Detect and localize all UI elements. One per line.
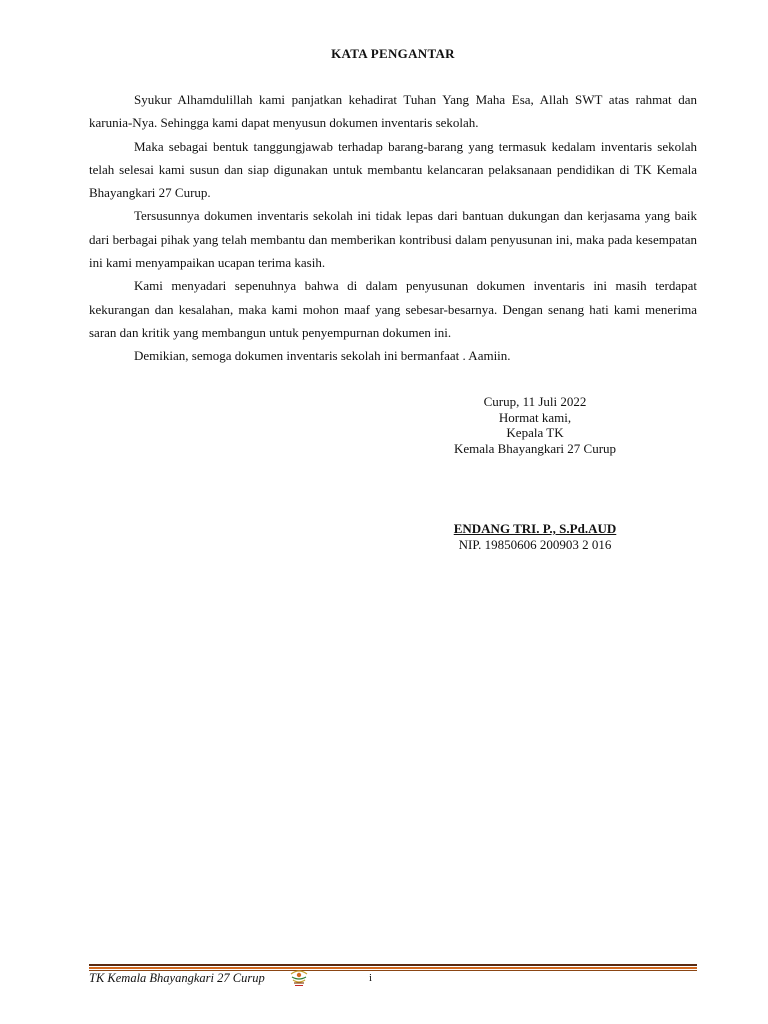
signature-place-date: Curup, 11 Juli 2022	[483, 394, 587, 409]
document-title: KATA PENGANTAR	[331, 46, 455, 61]
signature-greeting: Hormat kami,	[498, 409, 572, 425]
signature-position: Kepala TK	[506, 425, 564, 440]
signature-institution: Kemala Bhayangkari 27 Curup	[453, 440, 617, 456]
paragraph: Demikian, semoga dokumen inventaris sekolah ini bermanfaat . Aamiin.	[134, 348, 511, 364]
footer-line	[89, 964, 697, 966]
footer-school-name: TK Kemala Bhayangkari 27 Curup	[89, 971, 265, 985]
page-number: i	[369, 972, 373, 984]
signatory	[420, 521, 650, 552]
signatory-name: ENDANG TRI. P., S.Pd.AUD	[453, 521, 617, 536]
paragraph: Tersusunnya dokumen inventaris sekolah ini tidak lepas dari bantuan dukungan dan kerjasama yang baik dari berbagai pihak yang telah membantu dan memberikan kontribusi dalam penyusunan ini, maka pada kesempatan ini kami menyampaikan ucapan terima kasih.	[89, 208, 697, 271]
paragraph: Kami menyadari sepenuhnya bahwa di dalam penyusunan dokumen inventaris ini masih terdapat kekurangan dan kesalahan, maka kami mohon maaf yang sebesar-besarnya. Dengan senang hati kami menerima saran dan kritik yang membangun untuk penyempurnan dokumen ini.	[89, 278, 697, 340]
signatory-nip: NIP. 19850606 200903 2 016	[458, 536, 612, 552]
paragraph: Maka sebagai bentuk tanggungjawab terhadap barang-barang yang termasuk kedalam inventaris sekolah telah selesai kami susun dan siap digunakan untuk membantu kelancaran pelaksanaan pendidikan di TK Kemala Bhayangkari 27 Curup.	[89, 138, 697, 201]
signature-block	[420, 394, 650, 456]
paragraph: Syukur Alhamdulillah kami panjatkan kehadirat Tuhan Yang Maha Esa, Allah SWT atas rahmat dan karunia-Nya. Sehingga kami dapat menyusun dokumen inventaris sekolah.	[89, 92, 697, 131]
school-emblem-icon	[288, 968, 310, 988]
footer-line	[89, 967, 697, 969]
document-body	[89, 88, 697, 368]
